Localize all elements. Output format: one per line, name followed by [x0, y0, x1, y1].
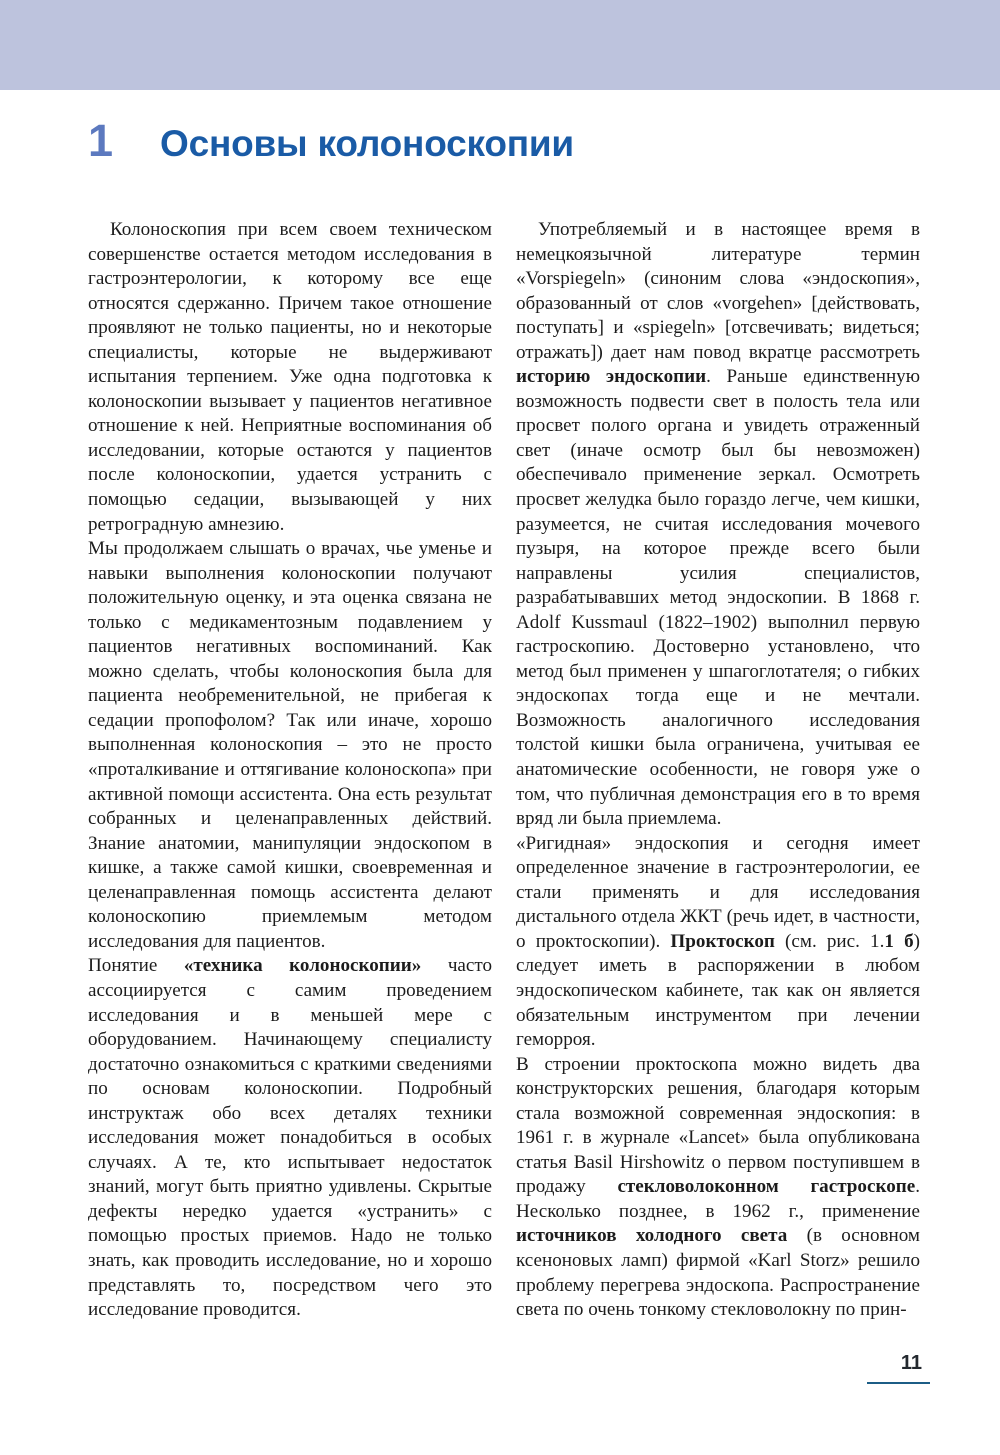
paragraph-text: . Несколько позднее, в 1962 г., применение — [516, 1176, 921, 1222]
paragraph-text: . Раньше единственную возможность подвести свет в полость тела или просвет полого органа и увидеть отраженный свет (иначе осмотр был бы невозможен) обеспечивало применение зеркал. Осмотреть просвет желудка было гораздо легче, чем кишки, разумеется, не считая исследования мочевого пузыря, на которое прежде всего были направлены усилия специалистов, разрабатывавших метод эндоскопии. В 1868 г. Adolf Kussmaul (1822–1902) выполнил первую гастроскопию. Достоверно установлено, что метод был применен у шпагоглотателя; о гибких эндоскопах тогда еще и не мечтали. Возможность аналогичного исследования толстой кишки была ограничена, учитывая ее анатомические особенности, не говоря уже о том, что публичная демонстрация его в то время вряд ли была приемлема. — [516, 366, 920, 830]
body-columns — [88, 218, 920, 1323]
paragraph — [516, 832, 920, 1053]
paragraph — [88, 954, 492, 1322]
paragraph-text: Употребляемый и в настоящее время в немецкоязычной литературе термин «Vorspiegeln» (синоним слова «эндоскопия», образованный от слов «vorgehen» [действовать, поступать] и «spiegeln» [отсвечивать; видеться; отражать]) дает нам повод вкратце рассмотреть — [516, 219, 920, 363]
emphasis-term: Проктоскоп — [670, 930, 775, 952]
paragraph-text: ) следует иметь в распоряжении в любом эндоскопическом кабинете, так как он является обязательным инструментом при лечении геморроя. — [516, 930, 920, 1051]
header-accent-band — [0, 0, 1000, 90]
chapter-heading — [88, 115, 918, 166]
paragraph — [516, 1053, 920, 1323]
emphasis-term: источников холодного света — [516, 1225, 788, 1247]
paragraph-text: (см. рис. 1. — [774, 930, 885, 952]
left-column — [88, 218, 492, 1323]
paragraph: Колоноскопия при всем своем техническом совершенстве остается методом исследования в гастроэнтерологии, к которому все еще относятся сдержанно. Причем такое отношение проявляют не только пациенты, но и некоторые специалисты, которые не выдерживают испытания терпением. Уже одна подготовка к колоноскопии вызывает у пациентов негативное отношение к ней. Неприятные воспоминания об исследовании, которые остаются у пациентов после колоноскопии, удается устранить с помощью седации, вызывающей у них ретроградную амнезию. — [88, 219, 492, 535]
page-footer — [0, 1352, 1000, 1412]
paragraph-text: В строении проктоскопа можно видеть два конструкторских решения, благодаря которым стала возможной современная эндоскопия: в 1961 г. в журнале «Lancet» была опубликована статья Basil Hirshowitz о первом поступившем в продажу — [516, 1053, 920, 1198]
paragraph-text: Понятие — [88, 955, 184, 977]
paragraph — [516, 218, 920, 832]
paragraph-text: «Ригидная» эндоскопия и сегодня имеет определенное значение в гастроэнтерологии, ее стали применять и для исследования дистального отдела ЖКТ (речь идет, в частности, о проктоскопии). — [516, 832, 920, 952]
paragraph-text: (в основном ксеноновых ламп) фирмой «Karl Storz» решило проблему перегрева эндоскопа. Распространение света по очень тонкому стекловолокну по прин- — [516, 1225, 920, 1321]
figure-reference: 1 б — [884, 930, 914, 952]
footer-divider — [867, 1382, 930, 1384]
emphasis-term: «техника колоноскопии» — [183, 955, 422, 977]
right-column — [516, 218, 920, 1323]
paragraph: Мы продолжаем слышать о врачах, чье уменье и навыки выполнения колоноскопии получают положительную оценку, и эта оценка связана не только с медикаментозным подавлением у пациентов негативных воспоминаний. Как можно сделать, чтобы колоноскопия была для пациента необременительной, не прибегая к седации пропофолом? Так или иначе, хорошо выполненная колоноскопия – это не просто «проталкивание и оттягивание колоноскопа» при активной помощи ассистента. Она есть результат собранных и целенаправленных действий. Знание анатомии, манипуляции эндоскопом в кишке, а также самой кишки, своевременная и целенаправленная помощь ассистента делают колоноскопию приемлемым методом исследования для пациентов. — [88, 538, 492, 952]
paragraph-text: часто ассоциируется с самим проведением исследования и в меньшей мере с оборудованием. Начинающему специалисту достаточно ознакомиться с краткими сведениями по основам колоноскопии. Подробный инструктаж обо всех деталях техники исследования может понадобиться в особых случаях. А те, кто испытывает недостаток знаний, могут быть приятно удивлены. Скрытые дефекты нередко удается «устранить» с помощью простых приемов. Надо не только знать, как проводить исследование, но и хорошо представлять то, посредством чего это исследование проводится. — [88, 955, 493, 1321]
page-number: 11 — [900, 1352, 922, 1374]
chapter-number: 1 — [88, 115, 114, 166]
page-title: Основы колоноскопии — [160, 123, 574, 164]
emphasis-term: историю эндоскопии — [516, 366, 707, 388]
emphasis-term: стекловолоконном гастроскопе — [617, 1176, 916, 1198]
